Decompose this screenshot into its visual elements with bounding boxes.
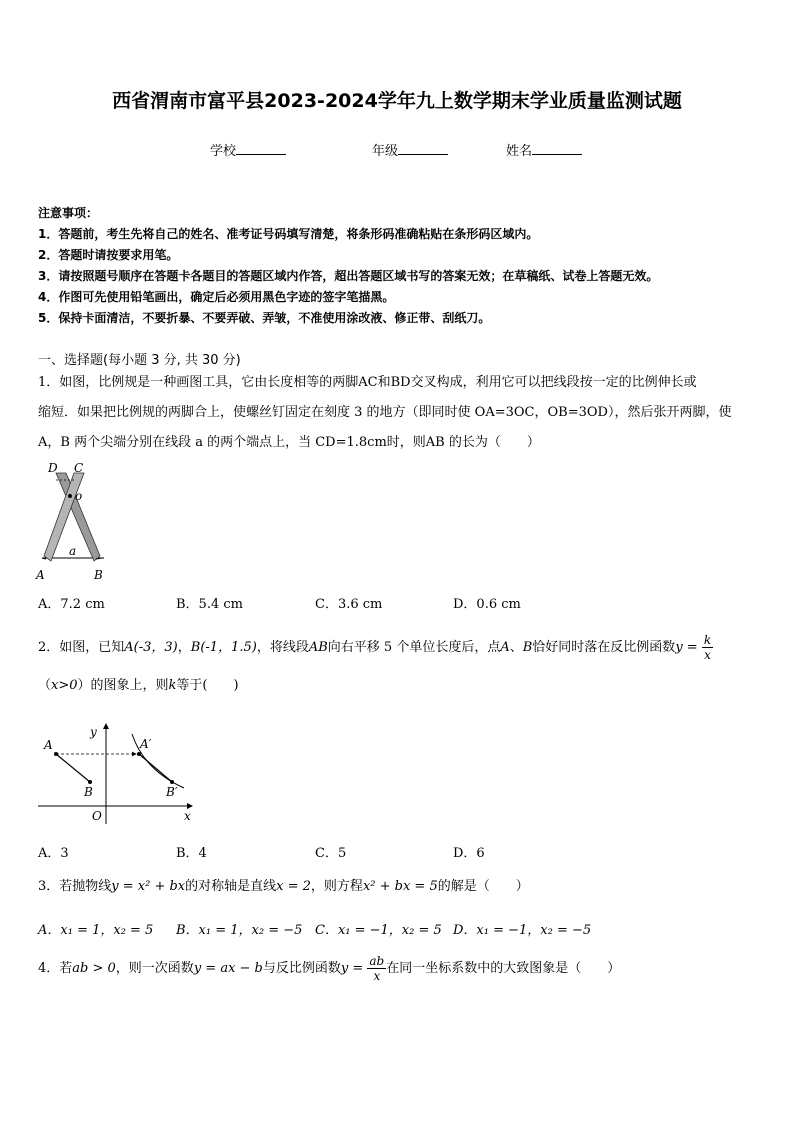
q2-text: 等于( ) — [176, 678, 239, 693]
q4-text: 4．若 — [38, 961, 73, 976]
q2-line-1 — [38, 633, 758, 663]
q3-equation: x² + bx = 5 — [362, 879, 438, 894]
grade-field — [372, 140, 448, 159]
school-label: 学校 — [210, 144, 237, 159]
point-b-prime — [170, 780, 174, 784]
q2-condition: x>0 — [51, 678, 78, 693]
q2-frac-den: x — [704, 648, 711, 662]
q1-option-d[interactable]: D．0.6 cm — [453, 597, 521, 612]
segment-a2b2 — [139, 754, 172, 782]
page-title: 西省渭南市富平县2023-2024学年九上数学期末学业质量监测试题 — [112, 90, 682, 112]
q2-option-b[interactable]: B．4 — [176, 846, 207, 861]
q2-func-lhs: y = — [675, 640, 698, 655]
question-3 — [38, 872, 758, 902]
q1-option-a[interactable]: A．7.2 cm — [38, 597, 105, 612]
q1-option-c[interactable]: C．3.6 cm — [315, 597, 383, 612]
q4-condition: ab > 0 — [72, 961, 116, 976]
q2-point-b: B(-1，1.5) — [190, 640, 257, 655]
q3-options — [38, 919, 758, 939]
q4-text: 在同一坐标系数中的大致图象是（ ） — [386, 961, 621, 976]
name-blank — [532, 142, 582, 155]
q4-fraction — [367, 954, 386, 983]
q4-equation: y = ax − b — [193, 961, 263, 976]
label-b: B — [84, 785, 93, 799]
q4-text: ，则一次函数 — [115, 961, 194, 976]
label-a-prime: A′ — [140, 737, 152, 751]
q1-line: 1．如图，比例规是一种画图工具，它由长度相等的两脚AC和BD交叉构成，利用它可以把线段按一定的比例伸长或 — [38, 375, 697, 390]
q1-line: A，B 两个尖端分别在线段 a 的两个端点上，当 CD=1.8cm时，则AB 的长为（ ） — [38, 435, 540, 450]
label-b-prime: B′ — [166, 785, 178, 799]
q1-line: 缩短．如果把比例规的两脚合上，使螺丝钉固定在刻度 3 的地方（即同时使 OA=3OC，OB=3OD），然后张开两脚，使 — [38, 405, 732, 420]
q3-equation: x = 2 — [276, 879, 311, 894]
q3-option-a[interactable]: A．x₁ = 1，x₂ = 5 — [38, 923, 154, 938]
q3-option-d[interactable]: D．x₁ = −1，x₂ = −5 — [453, 923, 592, 938]
label-b: B — [94, 568, 103, 582]
q2-text: 2．如图，已知 — [38, 640, 125, 655]
label-seg-a: a — [69, 544, 77, 558]
q2-text: ）的图象上，则 — [77, 678, 169, 693]
q3-text: ，则方程 — [310, 879, 363, 894]
q4-func-lhs: y = — [340, 961, 364, 976]
notes-block — [38, 203, 658, 329]
q2-text: （ — [38, 678, 52, 693]
q2-text: ， — [177, 640, 191, 655]
question-4 — [38, 954, 758, 984]
label-a: A — [44, 738, 53, 752]
q3-line — [38, 872, 758, 902]
name-field — [506, 140, 582, 159]
segment-ab — [56, 754, 90, 782]
q2-text: 恰好同时落在反比例函数 — [532, 640, 676, 655]
q1-option-b[interactable]: B．5.4 cm — [176, 597, 243, 612]
note-item: 1．答题前，考生先将自己的姓名、准考证号码填写清楚，将条形码准确粘贴在条形码区域内。 — [38, 227, 539, 241]
q3-option-c[interactable]: C．x₁ = −1，x₂ = 5 — [315, 923, 442, 938]
name-label: 姓名 — [506, 144, 533, 159]
question-1 — [38, 368, 758, 458]
q3-equation: y = x² + bx — [111, 879, 186, 894]
q4-line — [38, 954, 758, 984]
q2-line-2 — [38, 671, 758, 701]
q3-text: 的对称轴是直线 — [185, 879, 277, 894]
q2-text: 、 — [509, 640, 523, 655]
label-y: y — [90, 725, 97, 739]
notes-heading: 注意事项： — [38, 206, 99, 220]
label-d: D — [48, 461, 58, 475]
note-item: 4．作图可先使用铅笔画出，确定后必须用黑色字迹的签字笔描黑。 — [38, 290, 395, 304]
note-item: 5．保持卡面清洁，不要折暴、不要弄破、弄皱，不准使用涂改液、修正带、刮纸刀。 — [38, 311, 491, 325]
section-heading: 一、选择题(每小题 3 分, 共 30 分) — [38, 353, 241, 368]
q1-compass-figure — [34, 458, 114, 584]
q3-text: 的解是（ ） — [437, 879, 529, 894]
q2-point-name: B — [522, 640, 533, 655]
label-c: C — [74, 461, 84, 475]
school-blank — [236, 142, 286, 155]
q2-option-c[interactable]: C．5 — [315, 846, 347, 861]
q4-text: 与反比例函数 — [262, 961, 341, 976]
point-b — [88, 780, 92, 784]
q2-k: k — [168, 678, 177, 693]
grade-blank — [398, 142, 448, 155]
q3-option-b[interactable]: B．x₁ = 1，x₂ = −5 — [176, 923, 303, 938]
q2-coordinate-figure — [34, 720, 199, 830]
q2-point-name: A — [500, 640, 510, 655]
q2-point-a: A(-3，3) — [124, 640, 178, 655]
q4-frac-den: x — [373, 969, 381, 983]
q2-text: ，将线段 — [256, 640, 309, 655]
point-a-prime — [137, 752, 141, 756]
question-2 — [38, 633, 758, 701]
q2-option-d[interactable]: D．6 — [453, 846, 485, 861]
q2-frac-num: k — [703, 633, 712, 647]
label-o: o — [75, 489, 83, 503]
grade-label: 年级 — [372, 144, 399, 159]
q2-options — [38, 842, 758, 862]
label-a: A — [36, 568, 45, 582]
q1-options — [38, 593, 758, 613]
q4-frac-num: ab — [369, 954, 385, 968]
note-item: 3．请按照题号顺序在答题卡各题目的答题区域内作答，超出答题区域书写的答案无效；在草稿纸、试卷上答题无效。 — [38, 269, 659, 283]
school-field — [210, 140, 286, 159]
q2-text: 向右平移 5 个单位长度后，点 — [327, 640, 501, 655]
pivot-point — [68, 494, 72, 498]
q2-segment: AB — [308, 640, 328, 655]
q2-option-a[interactable]: A．3 — [38, 846, 69, 861]
q2-fraction — [702, 633, 713, 662]
label-o: O — [92, 809, 102, 823]
label-x: x — [184, 809, 191, 823]
q3-text: 3．若抛物线 — [38, 879, 112, 894]
note-item: 2．答题时请按要求用笔。 — [38, 248, 179, 262]
